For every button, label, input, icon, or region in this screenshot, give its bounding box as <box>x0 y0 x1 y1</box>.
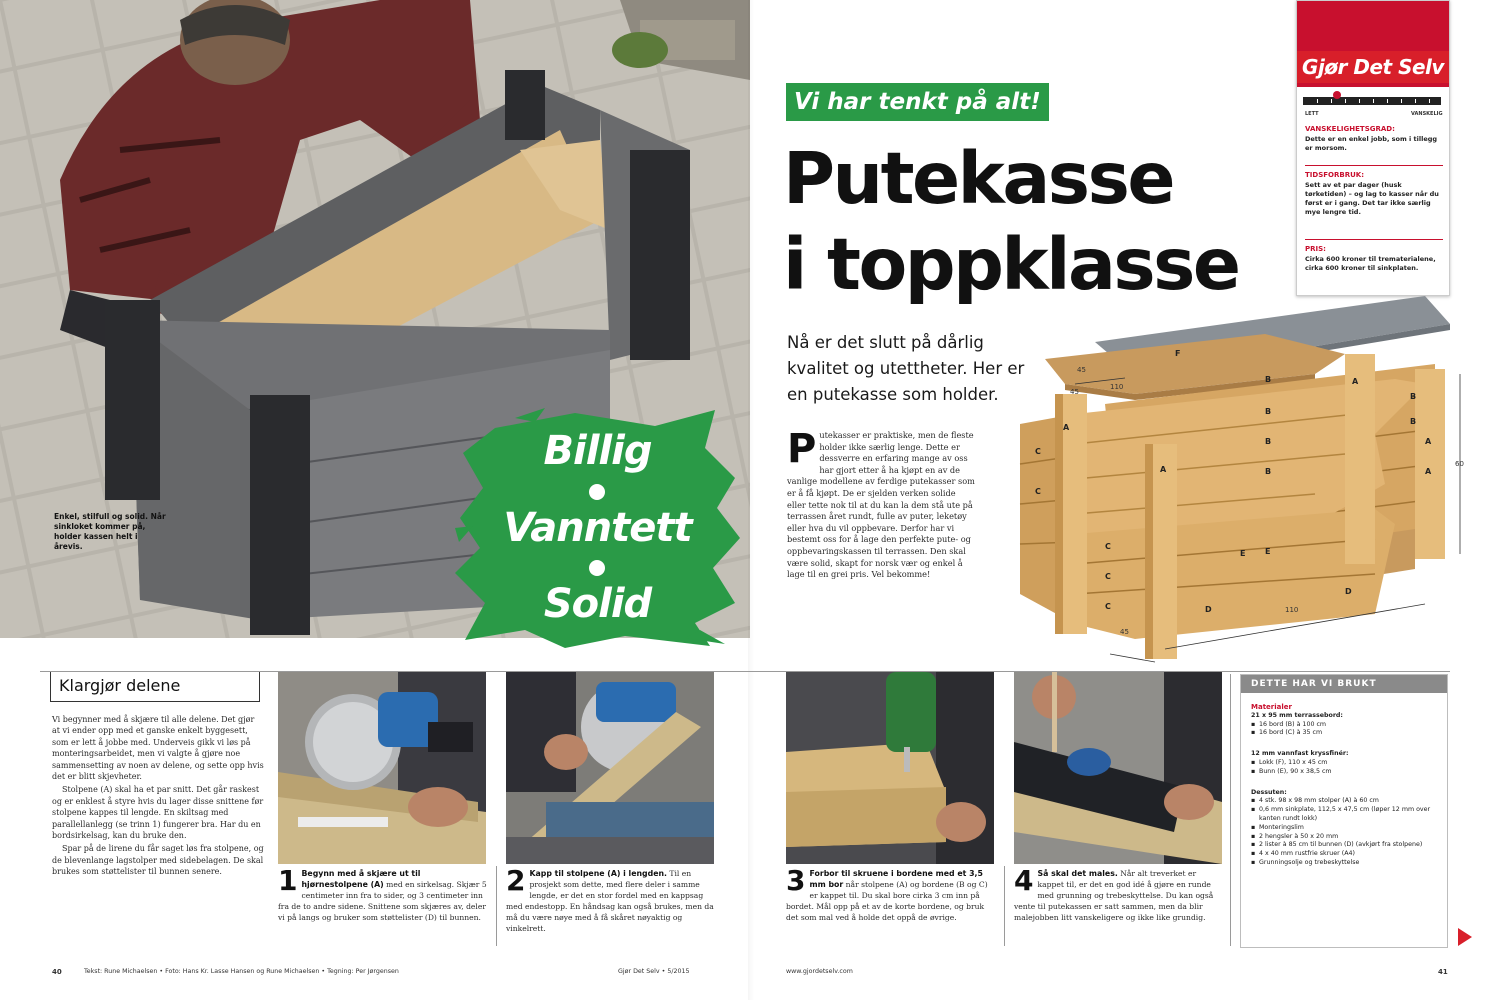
price-heading: PRIS: <box>1305 245 1326 253</box>
article-title-line-1: Putekasse <box>783 137 1173 220</box>
diagram-label: C <box>1105 572 1111 581</box>
difficulty-text: Dette er en enkel jobb, som i tillegg er morsom. <box>1305 135 1438 152</box>
miter-saw-photo <box>506 672 714 864</box>
diagram-label: A <box>1425 437 1432 446</box>
price-text: Cirka 600 kroner til trematerialene, cirka 600 kroner til sinkplaten. <box>1305 255 1436 272</box>
article-title-line-2: i toppklasse <box>783 223 1239 306</box>
materials-item: ▪ 4 x 40 mm rustfrie skruer (A4) <box>1251 850 1437 859</box>
diagram-label: B <box>1265 407 1272 416</box>
diagram-label: A <box>1425 467 1432 476</box>
badge-word-watertight: Vanntett <box>503 505 692 551</box>
painting-photo <box>1014 672 1222 864</box>
column-divider <box>1004 866 1005 946</box>
section-heading: Klargjør delene <box>50 672 260 702</box>
materials-item: ▪ 16 bord (B) à 100 cm <box>1251 721 1437 730</box>
diagram-label: E <box>1240 549 1246 558</box>
diagram-label: A <box>1352 377 1359 386</box>
article-lead: Nå er det slutt på dårlig kvalitet og utettheter. Her er en putekasse som holder. <box>787 333 1025 404</box>
step-1-photo <box>278 672 486 864</box>
step-text: Når alt treverket er kappet til, er det en god idé å gjøre en runde med grunning og trebeskyttelse. Du kan også vente til putekassen er satt sammen, men da blir malejobben litt vanskeligere og ikke like grundig. <box>1014 869 1214 922</box>
next-page-arrow-icon <box>1458 928 1472 946</box>
section-paragraph: Stolpene (A) skal ha et par snitt. Det går raskest og er enklest å styre hvis du lager disse snittene før stolpene kappes til lengde. En skiltsag med parallellanlegg (se trinn 1) fungerer bra. Har du en bordsirkelsag, kan du bruke den. <box>52 785 264 841</box>
diagram-label: C <box>1105 542 1111 551</box>
step-lead: Så skal det males. <box>1037 869 1118 878</box>
materials-item: ▪ 2 lister à 85 cm til bunnen (D) (avkjørt fra stolpene) <box>1251 841 1437 850</box>
time-heading: TIDSFORBRUK: <box>1305 171 1364 179</box>
green-badge <box>455 408 740 648</box>
materials-heading: DETTE HAR VI BRUKT <box>1241 675 1447 693</box>
article-intro <box>787 426 975 581</box>
materials-box <box>1240 674 1448 948</box>
difficulty-heading: VANSKELIGHETSGRAD: <box>1305 125 1395 133</box>
difficulty-scale-icon <box>1303 91 1443 111</box>
dimension-label: 60 <box>1455 460 1464 468</box>
time-text: Sett av et par dager (husk tørketiden) – og lag to kasser når du først er i gang. Det tar ikke særlig mye lengre tid. <box>1305 181 1439 216</box>
hero-caption: Enkel, stilfull og solid. Når sinkloket kommer på, holder kassen helt i årevis. <box>54 512 166 551</box>
dimension-label: 45 <box>1070 388 1079 396</box>
scale-high-label: VANSKELIG <box>1411 111 1443 117</box>
dimension-label: 45 <box>1120 628 1129 636</box>
diagram-label: C <box>1035 487 1041 496</box>
section-body <box>52 714 264 880</box>
diagram-label: C <box>1035 447 1041 456</box>
diagram-label: D <box>1205 605 1212 614</box>
dimension-label: 45 <box>1077 366 1086 374</box>
step-number: 2 <box>506 864 526 897</box>
right-page-number: 41 <box>1438 968 1448 976</box>
sidebar-divider <box>1305 239 1443 240</box>
page-gutter <box>748 0 754 1000</box>
step-text: når stolpene (A) og bordene (B og C) er kappet til. Du skal bore cirka 3 cm inn på bordet. Mål opp på et av de korte bordene, og bruk det som mal ved å holde det oppå de øvrige. <box>786 880 988 922</box>
badge-dot <box>589 484 605 500</box>
sidebar-brand: Gjør Det Selv <box>1297 51 1449 83</box>
scale-low-label: LETT <box>1305 111 1319 117</box>
step-2-caption <box>506 864 716 934</box>
materials-item: ▪ Bunn (E), 90 x 38,5 cm <box>1251 768 1437 777</box>
diagram-label: E <box>1265 547 1271 556</box>
footer-credits: Tekst: Rune Michaelsen • Foto: Hans Kr. Lasse Hansen og Rune Michaelsen • Tegning: Per Jørgensen <box>84 968 399 975</box>
column-divider <box>496 866 497 946</box>
diagram-label: B <box>1265 437 1272 446</box>
info-sidebar <box>1296 0 1450 296</box>
materials-item: ▪ 2 hengsler à 50 x 20 mm <box>1251 833 1437 842</box>
diagram-label: B <box>1265 467 1272 476</box>
step-1-caption <box>278 864 488 923</box>
badge-word-cheap: Billig <box>543 428 652 474</box>
step-lead: Forbor til skruene i bordene med et 3,5 mm bor <box>809 869 983 889</box>
step-text: Til en prosjekt som dette, med flere deler i samme lengde, er det en stor fordel med en kappsag med endestopp. En håndsag kan også brukes, men da må du være nøye med å få skåret nøyaktig og vinkelrett. <box>506 869 714 933</box>
step-lead: Kapp til stolpene (A) i lengden. <box>529 869 668 878</box>
column-divider <box>1230 674 1231 946</box>
materials-item: ▪ Monteringslim <box>1251 824 1437 833</box>
diagram-label: B <box>1410 417 1417 426</box>
diagram-label: C <box>1105 602 1111 611</box>
dimension-label: 110 <box>1110 383 1124 391</box>
intro-dropcap: P <box>787 426 817 472</box>
sidebar-divider <box>1305 165 1443 166</box>
diagram-label: F <box>1175 349 1181 358</box>
diagram-label: B <box>1265 375 1272 384</box>
dimension-label: 110 <box>1285 606 1299 614</box>
step-number: 1 <box>278 864 298 897</box>
section-paragraph: Vi begynner med å skjære til alle delene. Det gjør at vi ender opp med et ganske enkelt byggesett, som er lett å jobbe med. Underveis gikk vi løs på monteringsarbeidet, men vi valgte å gjøre noe sammensetting av noen av delene, og sette opp hvis det er blitt skjevheter. <box>52 715 264 782</box>
materials-item: ▪ Lokk (F), 110 x 45 cm <box>1251 759 1437 768</box>
materials-group-title: Materialer <box>1251 703 1292 711</box>
left-page-number: 40 <box>52 968 62 976</box>
materials-subheading: 12 mm vannfast kryssfinér: <box>1251 750 1349 758</box>
diagram-label: A <box>1160 465 1167 474</box>
step-4-caption <box>1014 864 1224 923</box>
materials-subheading: Dessuten: <box>1251 788 1287 796</box>
intro-text: utekasser er praktiske, men de fleste holder ikke særlig lenge. Dette er dessverre en erfaring mange av oss har gjort etter å ha kjøpt en av de vanlige modellene av ferdige putekasser som er å få kjøpt. De er sjelden verken solide eller tette nok til at du kan la dem stå ute på terrassen året rundt, fulle av puter, leketøy eller hva du vil oppbevare. Derfor har vi bestemt oss for å lage den perfekte pute- og oppbevaringskassen til terrassen. Den skal være solid, skapt for norsk vær og enkel å lage til en grei pris. Vel bekomme! <box>787 430 975 580</box>
step-3-caption <box>786 864 996 923</box>
drill-photo <box>786 672 994 864</box>
footer-url: www.gjordetselv.com <box>786 968 853 975</box>
badge-word-solid: Solid <box>543 581 652 627</box>
construction-illustration <box>1015 294 1475 664</box>
materials-subheading: 21 x 95 mm terrassebord: <box>1251 711 1343 719</box>
circular-saw-photo <box>278 672 486 864</box>
step-text: med en sirkelsag. Skjær 5 centimeter inn fra to sider, og 3 centimeter inn fra de to andre sidene. Snittene som skjæres av, deler vi på langs og bruker som støttelister (D) til bunnen. <box>278 880 487 922</box>
step-lead: Begynn med å skjære ut til hjørnestolpene (A) <box>301 869 421 889</box>
diagram-label: B <box>1410 392 1417 401</box>
badge-dot <box>589 560 605 576</box>
materials-item: ▪ 0,6 mm sinkplate, 112,5 x 47,5 cm (løper 12 mm over kanten rundt lokk) <box>1251 806 1437 824</box>
diagram-label: D <box>1345 587 1352 596</box>
materials-item: ▪ 16 bord (C) à 35 cm <box>1251 729 1437 738</box>
step-4-photo <box>1014 672 1222 864</box>
materials-item: ▪ 4 stk. 98 x 98 mm stolper (A) à 60 cm <box>1251 797 1437 806</box>
step-3-photo <box>786 672 994 864</box>
step-number: 4 <box>1014 864 1034 897</box>
step-number: 3 <box>786 864 806 897</box>
section-paragraph: Spar på de lirene du får saget løs fra stolpene, og de blevenlange lagstolper med sidebelagen. De skal brukes som støttelister til bunnen senere. <box>52 844 264 877</box>
materials-item: ▪ Grunningsolje og trebeskyttelse <box>1251 859 1437 868</box>
footer-magazine: Gjør Det Selv • 5/2015 <box>618 968 690 975</box>
article-kicker: Vi har tenkt på alt! <box>786 83 1049 121</box>
diagram-label: A <box>1063 423 1070 432</box>
materials-list <box>1241 693 1447 868</box>
box-diagram <box>1015 294 1475 664</box>
step-2-photo <box>506 672 714 864</box>
